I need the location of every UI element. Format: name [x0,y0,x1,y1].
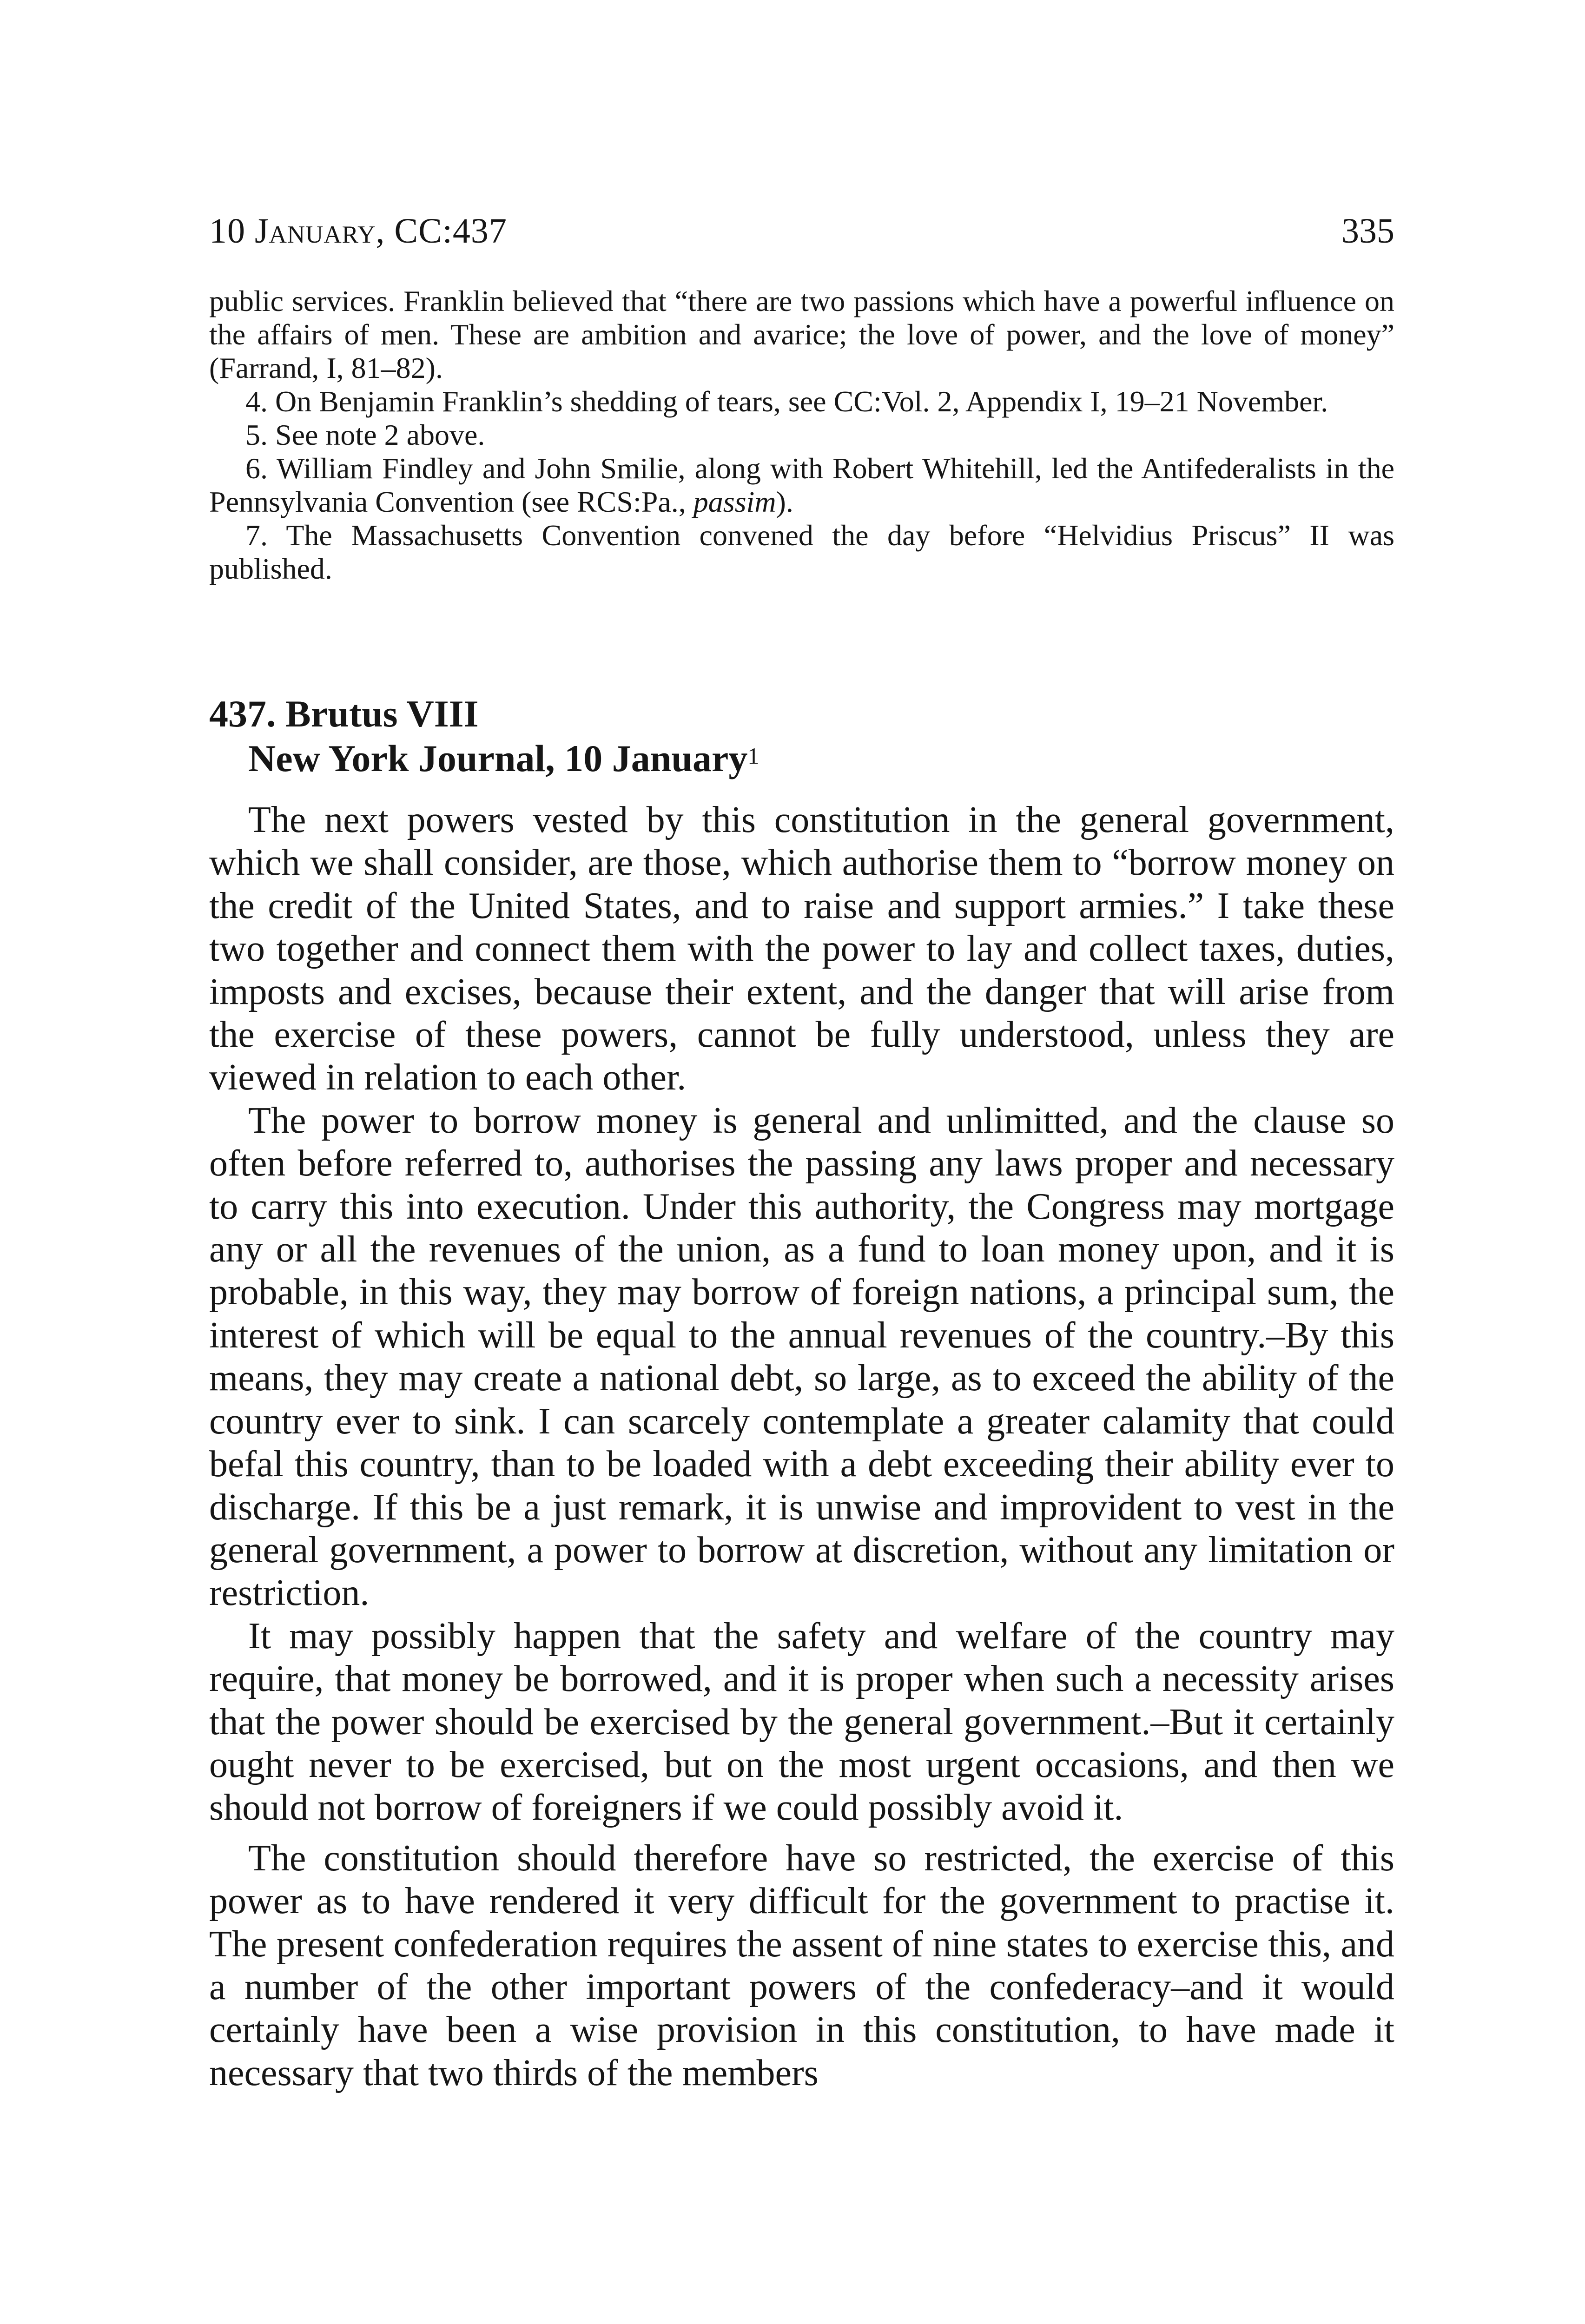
body-paragraph-2: The power to borrow money is general and unlimitted, and the clause so often before referred to, authorises the passing any laws proper and necessary to carry this into execution. Under this authority, the Congress may mortgage any or all the revenues of the union, as a fund to loan money upon, and it is probable, in this way, they may borrow of foreign nations, a principal sum, the interest of which will be equal to the annual revenues of the country.–By this means, they may create a national debt, so large, as to exceed the ability of the country ever to sink. I can scarcely contemplate a greater calamity that could befal this country, than to be loaded with a debt exceeding their ability ever to discharge. If this be a just remark, it is unwise and improvident to vest in the general government, a power to borrow at discretion, without any limitation or restriction. [209,1100,1394,1614]
note-continuation: public services. Franklin believed that “there are two passions which have a powerful influence on the affairs of men. These are ambition and avarice; the love of power, and the love of money” (Farrand, I, 81–82). [209,284,1394,384]
footnotes-section [209,284,1394,586]
document-body [209,799,1394,2094]
note-6 [209,452,1394,519]
document-source [209,736,1394,781]
note-7: 7. The Massachusetts Convention convened the day before “Helvidius Priscus” II was published. [209,519,1394,585]
page-number: 335 [1341,211,1394,251]
document-title: 437. Brutus VIII [209,693,479,735]
note-4: 4. On Benjamin Franklin’s shedding of tears, see CC:Vol. 2, Appendix I, 19–21 November. [245,385,1328,418]
source-line: New York Journal, 10 January [248,737,748,779]
note-5: 5. See note 2 above. [245,418,485,451]
body-paragraph-1: The next powers vested by this constitution in the general government, which we shall consider, are those, which authorise them to “borrow money on the credit of the United States, and to raise and support armies.” I take these two together and connect them with the power to lay and collect taxes, duties, imposts and excises, because their extent, and the danger that will arise from the exercise of these powers, cannot be fully understood, unless they are viewed in relation to each other. [209,799,1394,1098]
running-head-title: 10 January, CC:437 [209,211,507,251]
body-paragraph-3: It may possibly happen that the safety and welfare of the country may require, that money be borrowed, and it is proper when such a necessity arises that the power should be exercised by the general government.–But it certainly ought never to be exercised, but on the most urgent occasions, and then we should not borrow of foreigners if we could possibly avoid it. [209,1615,1394,1829]
note-6-end: ). [776,485,793,518]
footnote-reference: 1 [747,743,759,769]
body-paragraph-4: The constitution should therefore have so restricted, the exercise of this power as to have rendered it very difficult for the government to practise it. The present confederation requires the assent of nine states to exercise this, and a number of the other important powers of the confederacy–and it would certainly have been a wise provision in this constitution, to have made it necessary that two thirds of the members [209,1837,1394,2093]
note-6-italic: passim [693,485,776,518]
document-heading [209,692,1394,781]
running-head [209,210,1394,252]
note-6-text: 6. William Findley and John Smilie, along with Robert Whitehill, led the Antifederalists in the Pennsylvania Convention (see RCS:Pa., [209,452,1394,518]
